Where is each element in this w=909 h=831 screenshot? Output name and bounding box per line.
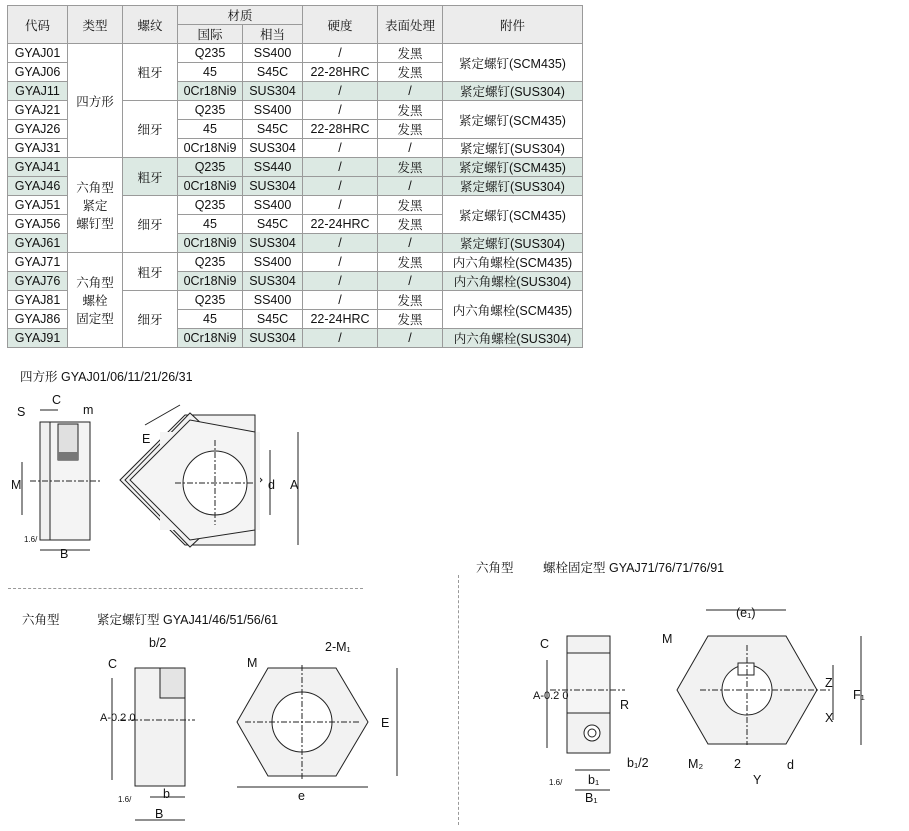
dim-F1: F₁: [853, 688, 865, 702]
cell-code: GYAJ76: [8, 272, 68, 291]
dim-C: C: [52, 393, 62, 407]
cell-thread: 粗牙: [123, 44, 178, 101]
dim-d: d: [268, 478, 275, 492]
dim-E: E: [142, 432, 151, 446]
cell-intl: 0Cr18Ni9: [178, 234, 243, 253]
dim-C3: C: [540, 637, 550, 651]
cell-equiv: S45C: [243, 310, 303, 329]
hex-screw-title: 紧定螺钉型 GYAJ41/46/51/56/61: [97, 613, 279, 627]
dim-b1: b₁: [588, 773, 600, 787]
col-type: 类型: [68, 6, 123, 44]
cell-type: 六角型 螺栓 固定型: [68, 253, 123, 348]
cell-intl: 45: [178, 63, 243, 82]
cell-hardness: /: [303, 139, 378, 158]
cell-intl: 45: [178, 310, 243, 329]
cell-type: 六角型 紧定 螺钉型: [68, 158, 123, 253]
cell-surface: /: [378, 329, 443, 348]
col-code: 代码: [8, 6, 68, 44]
cell-code: GYAJ46: [8, 177, 68, 196]
dim-b2: b/2: [149, 636, 167, 650]
cell-intl: 0Cr18Ni9: [178, 272, 243, 291]
cell-hardness: /: [303, 177, 378, 196]
cell-surface: 发黑: [378, 310, 443, 329]
cell-code: GYAJ71: [8, 253, 68, 272]
cell-hardness: 22-24HRC: [303, 310, 378, 329]
cell-intl: 0Cr18Ni9: [178, 329, 243, 348]
dim-E2: E: [381, 716, 390, 730]
hex-screw-type: 六角型: [22, 613, 60, 627]
cell-equiv: SS440: [243, 158, 303, 177]
cell-intl: Q235: [178, 253, 243, 272]
cell-equiv: S45C: [243, 63, 303, 82]
cell-hardness: /: [303, 44, 378, 63]
cell-hardness: /: [303, 196, 378, 215]
dim-rough2: 1.6/: [118, 795, 132, 804]
cell-intl: 0Cr18Ni9: [178, 82, 243, 101]
cell-accessory: 紧定螺钉(SUS304): [443, 177, 583, 196]
cell-intl: Q235: [178, 158, 243, 177]
dim-B: B: [60, 547, 69, 561]
cell-equiv: SS400: [243, 196, 303, 215]
dim-d2: d: [787, 758, 794, 772]
cell-thread: 粗牙: [123, 158, 178, 196]
col-material: 材质: [178, 6, 303, 25]
cell-intl: 0Cr18Ni9: [178, 177, 243, 196]
cell-accessory: 紧定螺钉(SCM435): [443, 44, 583, 82]
dim-A02: A-0.2 0: [100, 712, 136, 724]
cell-thread: 粗牙: [123, 253, 178, 291]
cell-thread: 细牙: [123, 291, 178, 348]
cell-accessory: 紧定螺钉(SUS304): [443, 139, 583, 158]
dim-2: 2: [734, 757, 741, 771]
cell-intl: Q235: [178, 44, 243, 63]
cell-code: GYAJ61: [8, 234, 68, 253]
cell-accessory: 紧定螺钉(SUS304): [443, 234, 583, 253]
cell-accessory: 紧定螺钉(SCM435): [443, 196, 583, 234]
cell-surface: 发黑: [378, 196, 443, 215]
cell-accessory: 紧定螺钉(SUS304): [443, 82, 583, 101]
dim-A02b: A-0.2 0: [533, 690, 569, 702]
dim-m: m: [83, 403, 94, 417]
cell-code: GYAJ26: [8, 120, 68, 139]
cell-hardness: 22-28HRC: [303, 120, 378, 139]
dim-b: b: [163, 787, 170, 801]
cell-intl: Q235: [178, 101, 243, 120]
cell-hardness: 22-28HRC: [303, 63, 378, 82]
cell-type: 四方形: [68, 44, 123, 158]
cell-thread: 细牙: [123, 101, 178, 158]
cell-surface: /: [378, 234, 443, 253]
cell-equiv: S45C: [243, 215, 303, 234]
cell-hardness: /: [303, 253, 378, 272]
cell-surface: 发黑: [378, 44, 443, 63]
cell-accessory: 紧定螺钉(SCM435): [443, 158, 583, 177]
square-section-title: 四方形 GYAJ01/06/11/21/26/31: [20, 370, 193, 384]
cell-hardness: /: [303, 158, 378, 177]
cell-equiv: SUS304: [243, 329, 303, 348]
cell-code: GYAJ01: [8, 44, 68, 63]
cell-accessory: 内六角螺栓(SCM435): [443, 253, 583, 272]
dim-X: X: [825, 711, 834, 725]
cell-code: GYAJ06: [8, 63, 68, 82]
cell-surface: 发黑: [378, 63, 443, 82]
cell-intl: Q235: [178, 196, 243, 215]
col-surface: 表面处理: [378, 6, 443, 44]
cell-surface: 发黑: [378, 253, 443, 272]
cell-code: GYAJ56: [8, 215, 68, 234]
dim-M-hex: M: [247, 656, 258, 670]
cell-equiv: SUS304: [243, 139, 303, 158]
hex-bolt-type: 六角型: [476, 561, 514, 575]
cell-equiv: S45C: [243, 120, 303, 139]
cell-hardness: /: [303, 82, 378, 101]
dim-M: M: [11, 478, 22, 492]
cell-intl: 0Cr18Ni9: [178, 139, 243, 158]
square-front-view: [120, 405, 298, 547]
dim-R: R: [620, 698, 630, 712]
dim-rough: 1.6/: [24, 535, 38, 544]
cell-hardness: /: [303, 272, 378, 291]
cell-intl: 45: [178, 215, 243, 234]
cell-intl: Q235: [178, 291, 243, 310]
cell-surface: /: [378, 82, 443, 101]
hex-bolt-front-view: [677, 610, 861, 745]
cell-thread: 细牙: [123, 196, 178, 253]
cell-surface: /: [378, 139, 443, 158]
cell-equiv: SS400: [243, 291, 303, 310]
cell-code: GYAJ41: [8, 158, 68, 177]
cell-surface: 发黑: [378, 101, 443, 120]
dim-b12: b₁/2: [627, 756, 649, 770]
col-accessory: 附件: [443, 6, 583, 44]
cell-code: GYAJ31: [8, 139, 68, 158]
square-side-view: [22, 410, 100, 550]
cell-accessory: 内六角螺栓(SUS304): [443, 329, 583, 348]
cell-equiv: SUS304: [243, 234, 303, 253]
col-thread: 螺纹: [123, 6, 178, 44]
cell-code: GYAJ51: [8, 196, 68, 215]
dim-A: A: [290, 478, 299, 492]
cell-code: GYAJ81: [8, 291, 68, 310]
cell-code: GYAJ86: [8, 310, 68, 329]
cell-accessory: 内六角螺栓(SUS304): [443, 272, 583, 291]
dim-M2: M₂: [688, 757, 704, 771]
hex-bolt-title: 螺栓固定型 GYAJ71/76/71/76/91: [543, 561, 725, 575]
cell-surface: 发黑: [378, 120, 443, 139]
hex-bolt-side-view: [547, 636, 625, 790]
cell-hardness: /: [303, 329, 378, 348]
cell-code: GYAJ11: [8, 82, 68, 101]
dim-e1: (e₁): [736, 606, 756, 620]
cell-equiv: SS400: [243, 253, 303, 272]
dim-S: S: [17, 405, 26, 419]
cell-intl: 45: [178, 120, 243, 139]
dim-e: e: [298, 789, 305, 803]
cell-hardness: /: [303, 101, 378, 120]
cell-hardness: /: [303, 291, 378, 310]
dim-C2: C: [108, 657, 118, 671]
cell-surface: 发黑: [378, 158, 443, 177]
cell-equiv: SS400: [243, 101, 303, 120]
col-hardness: 硬度: [303, 6, 378, 44]
dim-rough3: 1.6/: [549, 778, 563, 787]
dim-Y: Y: [753, 773, 762, 787]
col-mat-intl: 国际: [178, 25, 243, 44]
cell-surface: /: [378, 177, 443, 196]
cell-equiv: SS400: [243, 44, 303, 63]
hex-screw-front-view: [237, 665, 397, 787]
cell-surface: /: [378, 272, 443, 291]
cell-hardness: /: [303, 234, 378, 253]
dim-M1: 2-M₁: [325, 640, 351, 654]
dim-B2: B: [155, 807, 164, 821]
dim-M-bolt: M: [662, 632, 673, 646]
dim-Z: Z: [825, 676, 833, 690]
dim-B1: B₁: [585, 791, 598, 805]
cell-equiv: SUS304: [243, 272, 303, 291]
cell-surface: 发黑: [378, 215, 443, 234]
cell-code: GYAJ91: [8, 329, 68, 348]
cell-surface: 发黑: [378, 291, 443, 310]
cell-equiv: SUS304: [243, 82, 303, 101]
cell-hardness: 22-24HRC: [303, 215, 378, 234]
cell-code: GYAJ21: [8, 101, 68, 120]
col-mat-equiv: 相当: [243, 25, 303, 44]
cell-accessory: 紧定螺钉(SCM435): [443, 101, 583, 139]
cell-accessory: 内六角螺栓(SCM435): [443, 291, 583, 329]
cell-equiv: SUS304: [243, 177, 303, 196]
